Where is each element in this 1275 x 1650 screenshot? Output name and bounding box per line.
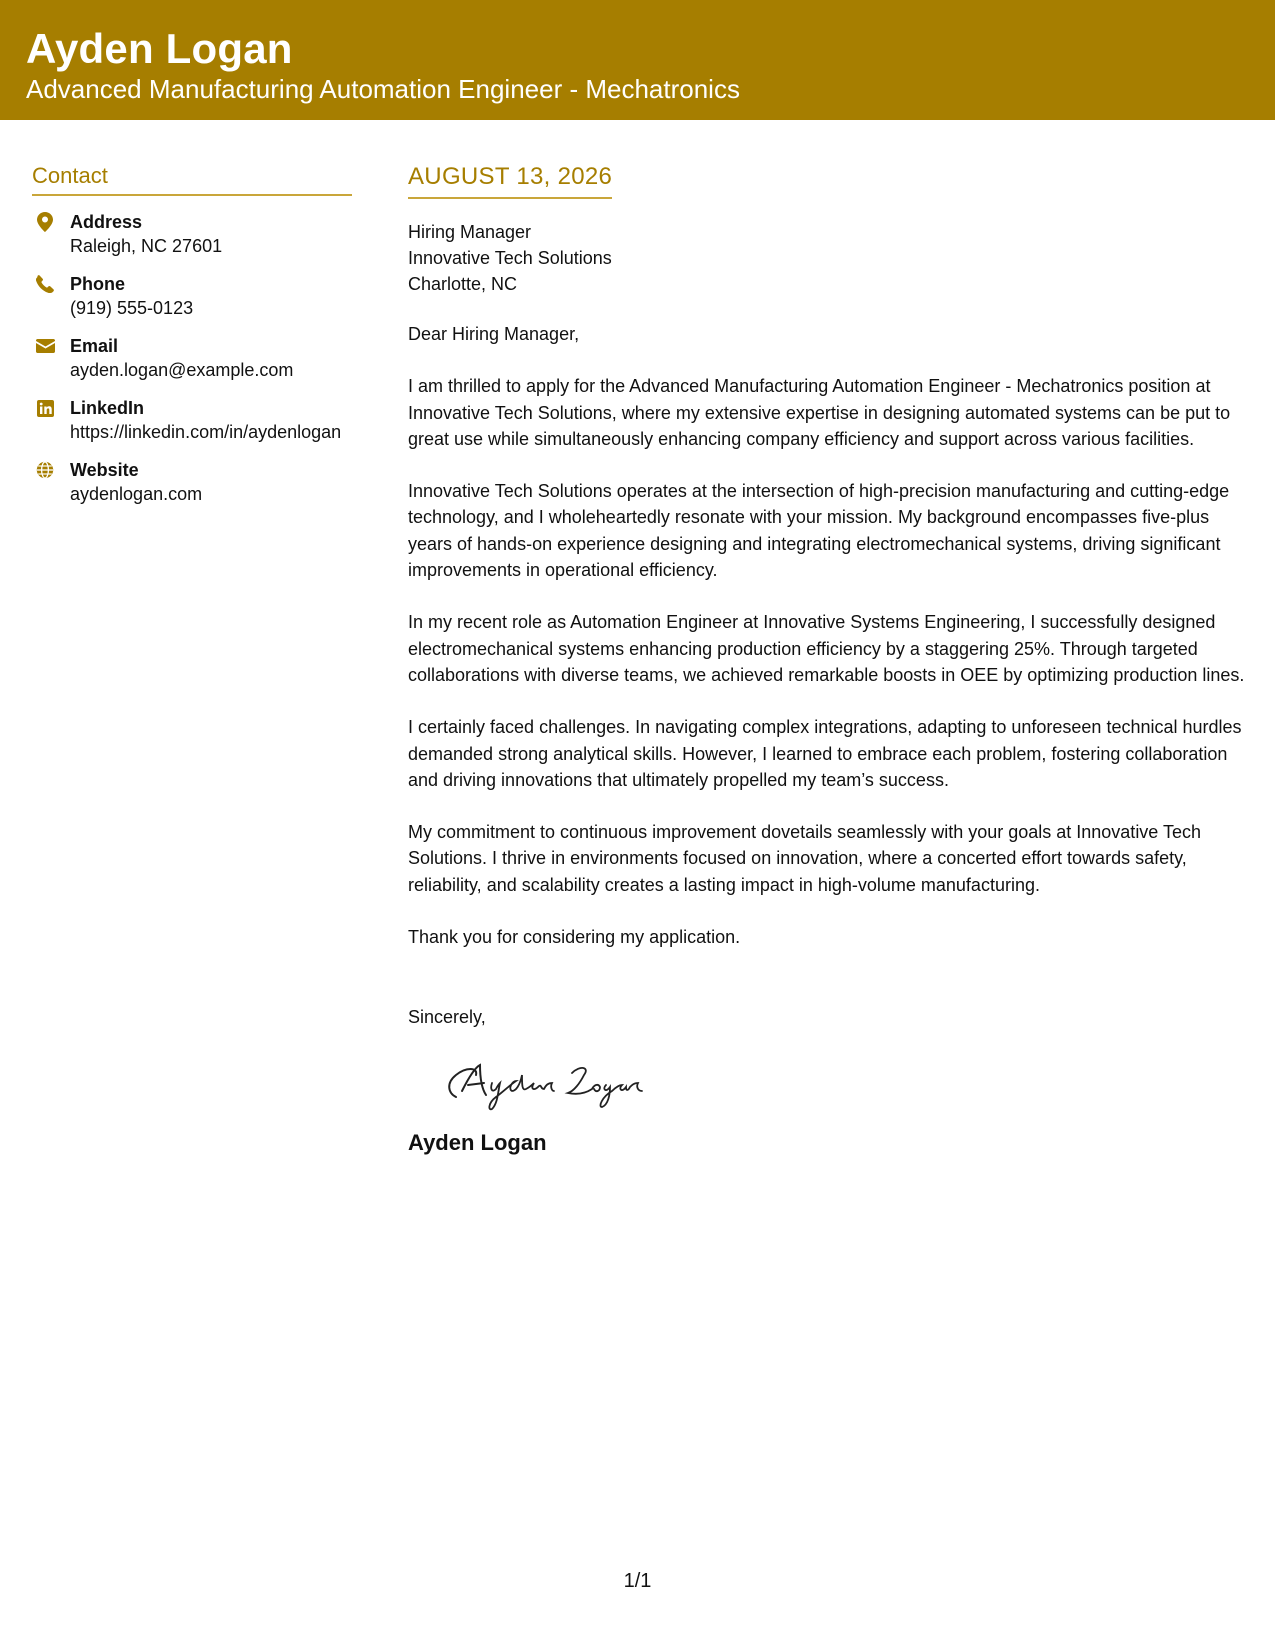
closing: Sincerely, bbox=[408, 1007, 486, 1028]
contact-label: Address bbox=[70, 212, 143, 232]
contact-item-address bbox=[32, 210, 352, 258]
letter-paragraph: In my recent role as Automation Engineer at Innovative Systems Engineering, I successfully designed electromechanical systems enhancing production efficiency by a staggering 25%. Through targeted collaborations with diverse teams, we achieved remarkable boosts in OEE by optimizing production lines. bbox=[408, 612, 1245, 685]
signature-image bbox=[434, 1045, 654, 1115]
letter-paragraph: I am thrilled to apply for the Advanced Manufacturing Automation Engineer - Mechatronics position at Innovative Tech Solutions, where my extensive expertise in designing automated systems can be put to great use while simultaneously enhancing company efficiency and support across various facilities. bbox=[408, 376, 1231, 449]
globe-icon bbox=[35, 460, 55, 480]
greeting: Dear Hiring Manager, bbox=[408, 324, 580, 344]
contact-item-email bbox=[32, 334, 352, 382]
recipient-line: Charlotte, NC bbox=[408, 274, 518, 294]
contact-label: LinkedIn bbox=[70, 398, 145, 418]
linkedin-icon bbox=[35, 398, 55, 418]
contact-sidebar bbox=[32, 162, 352, 520]
contact-item-linkedin bbox=[32, 396, 352, 444]
recipient-line: Hiring Manager bbox=[408, 222, 532, 242]
contact-label: Email bbox=[70, 336, 119, 356]
candidate-name: Ayden Logan bbox=[26, 25, 293, 72]
page-header bbox=[0, 0, 1275, 120]
envelope-icon bbox=[35, 336, 55, 356]
letter-date: AUGUST 13, 2026 bbox=[408, 162, 612, 199]
signer-name: Ayden Logan bbox=[408, 1129, 547, 1155]
letter-paragraph: Thank you for considering my application. bbox=[408, 927, 741, 948]
letter-paragraph: Innovative Tech Solutions operates at the intersection of high-precision manufacturing and cutting-edge technology, and I wholeheartedly resonate with your mission. My background encompasses five-plus years of hands-on experience designing and integrating electromechanical systems, driving significant improvements in operational efficiency. bbox=[408, 481, 1230, 581]
phone-icon bbox=[35, 274, 55, 294]
contact-item-website bbox=[32, 458, 352, 506]
contact-item-phone bbox=[32, 272, 352, 320]
contact-label: Website bbox=[70, 460, 139, 480]
map-pin-icon bbox=[35, 212, 55, 232]
letter-paragraph: My commitment to continuous improvement dovetails seamlessly with your goals at Innovative Tech Solutions. I thrive in environments focused on innovation, where a concerted effort towards safety, reliability, and scalability creates a lasting impact in high-volume manufacturing. bbox=[408, 822, 1202, 895]
phone-value: (919) 555-0123 bbox=[70, 298, 194, 318]
contact-label: Phone bbox=[70, 274, 126, 294]
recipient-line: Innovative Tech Solutions bbox=[408, 248, 612, 268]
page-number: 1/1 bbox=[623, 1570, 652, 1592]
candidate-title: Advanced Manufacturing Automation Engineer - Mechatronics bbox=[26, 74, 740, 104]
email-value[interactable]: ayden.logan@example.com bbox=[70, 360, 294, 380]
recipient-block bbox=[408, 219, 1253, 297]
letter-body bbox=[408, 162, 1253, 1156]
website-value[interactable]: aydenlogan.com bbox=[70, 484, 203, 504]
letter-paragraph: I certainly faced challenges. In navigating complex integrations, adapting to unforeseen technical hurdles demanded strong analytical skills. However, I learned to embrace each problem, fostering collaboration and driving innovations that ultimately propelled my team’s success. bbox=[408, 717, 1242, 790]
contact-list bbox=[32, 210, 352, 506]
contact-heading: Contact bbox=[32, 162, 352, 196]
address-value: Raleigh, NC 27601 bbox=[70, 236, 223, 256]
linkedin-value[interactable]: https://linkedin.com/in/aydenlogan bbox=[70, 422, 342, 442]
